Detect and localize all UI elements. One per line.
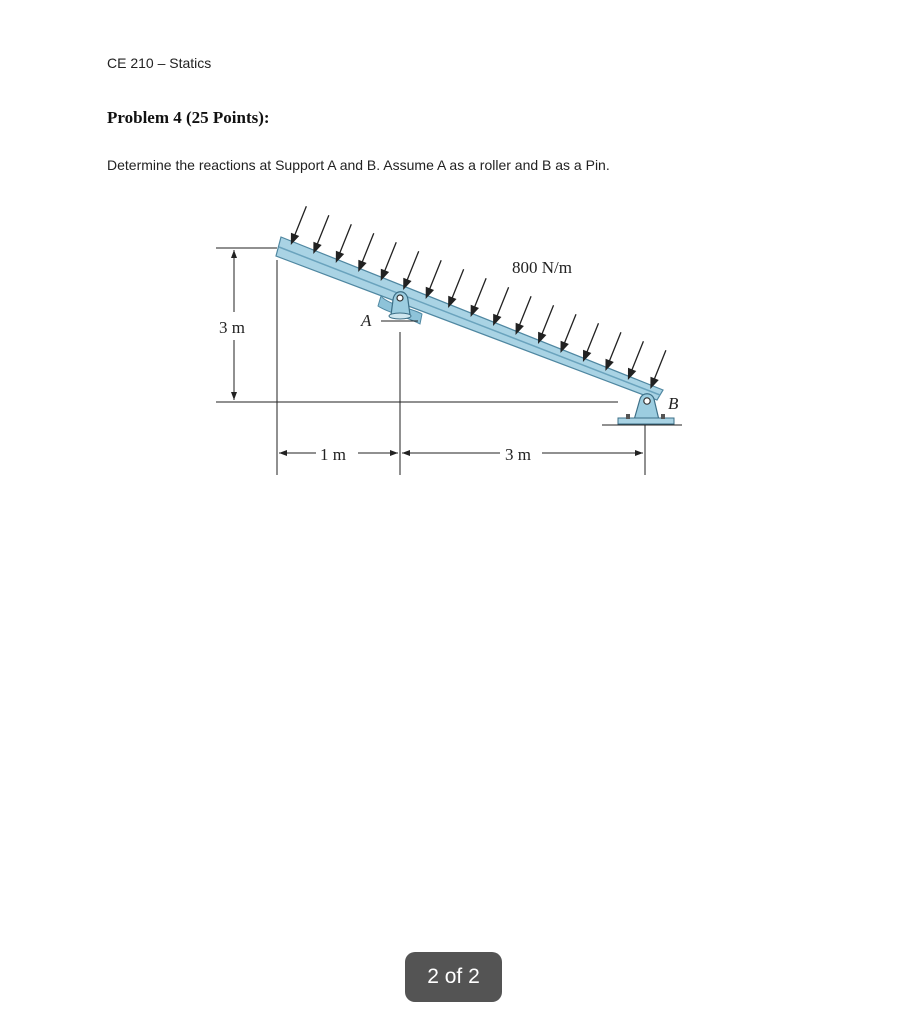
problem-statement: Determine the reactions at Support A and B. Assume A as a roller and B as a Pin. <box>107 157 610 173</box>
load-arrow <box>586 323 599 355</box>
load-arrow <box>361 233 374 265</box>
problem-title: Problem 4 (25 Points): <box>107 108 270 127</box>
load-arrow <box>631 341 644 373</box>
inclined-beam <box>276 237 663 400</box>
support-b-label: B <box>668 394 679 413</box>
load-arrow <box>406 251 419 283</box>
load-arrow <box>653 350 666 382</box>
height-dimension-label: 3 m <box>219 318 245 337</box>
load-arrow <box>339 224 352 256</box>
load-arrow <box>294 206 307 238</box>
load-label: 800 N/m <box>512 258 572 277</box>
load-arrow <box>451 269 464 301</box>
support-a-label: A <box>361 311 372 330</box>
span-left-label: 1 m <box>320 445 346 464</box>
load-arrow <box>563 314 576 346</box>
load-arrow <box>429 260 442 292</box>
course-header: CE 210 – Statics <box>107 55 212 71</box>
load-arrow <box>608 332 621 364</box>
load-arrow <box>496 287 509 319</box>
distributed-load-arrows <box>291 198 678 387</box>
load-arrow <box>384 242 397 274</box>
span-right-label: 3 m <box>505 445 531 464</box>
load-arrow <box>541 305 554 337</box>
page-indicator: 2 of 2 <box>405 952 502 1002</box>
load-arrow <box>316 215 329 247</box>
load-arrow <box>518 296 531 328</box>
load-arrow <box>473 278 486 310</box>
dimension-arrowheads <box>231 250 643 456</box>
